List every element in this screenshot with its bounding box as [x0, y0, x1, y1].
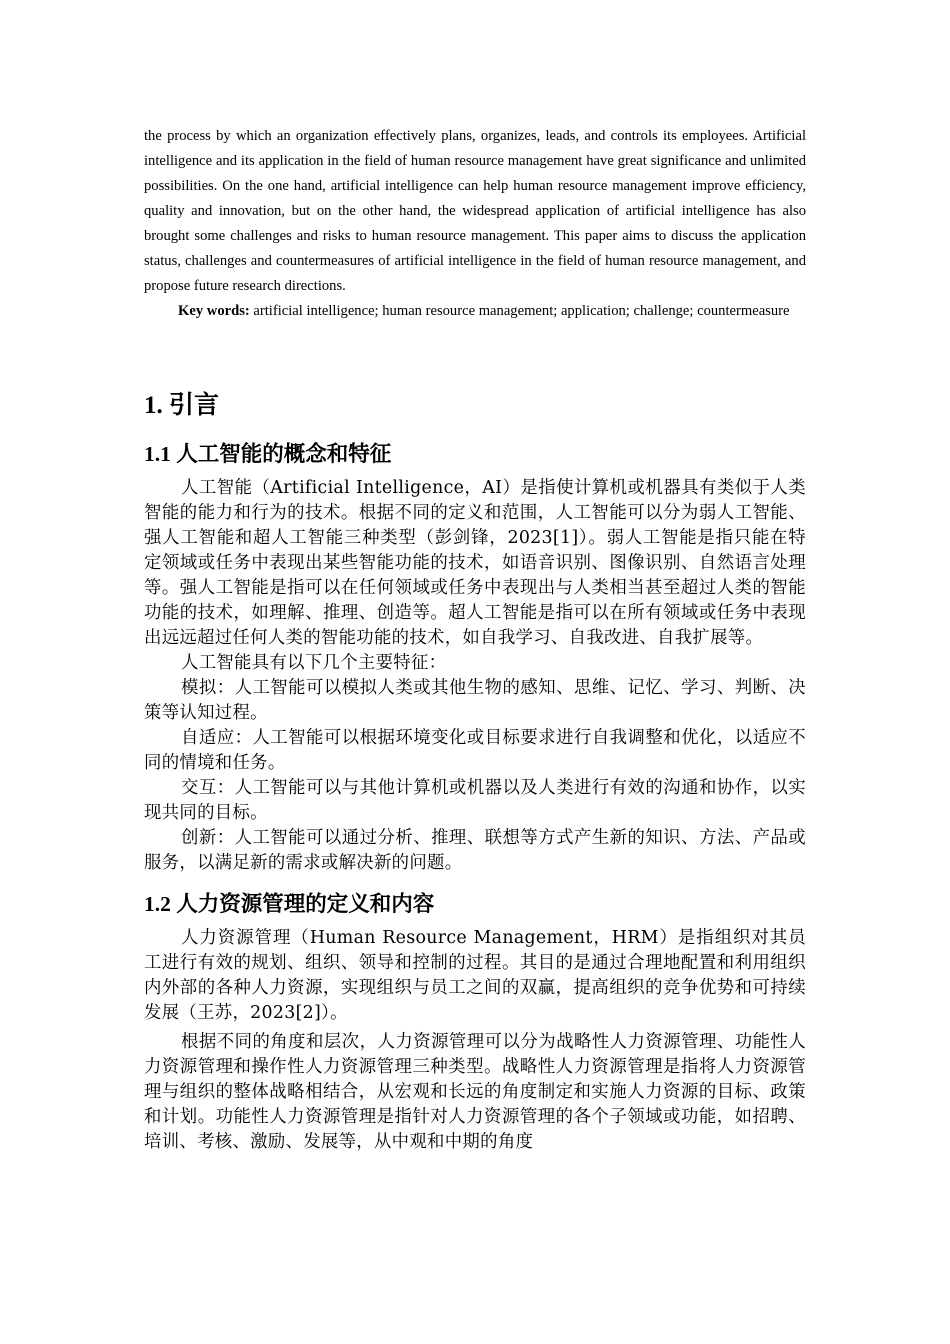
keywords-paragraph: [144, 299, 806, 324]
section-1-1-paragraph: 模拟：人工智能可以模拟人类或其他生物的感知、思维、记忆、学习、判断、决策等认知过程。: [144, 678, 806, 723]
section-1-2-paragraph: 根据不同的角度和层次，人力资源管理可以分为战略性人力资源管理、功能性人力资源管理和操作性人力资源管理三种类型。战略性人力资源管理是指将人力资源管理与组织的整体战略相结合，从宏观和长远的角度制定和实施人力资源的目标、政策和计划。功能性人力资源管理是指针对人力资源管理的各个子领域或功能，如招聘、培训、考核、激励、发展等，从中观和中期的角度: [144, 1032, 806, 1152]
section-1-2-paragraph: 人力资源管理（Human Resource Management，HRM）是指组织对其员工进行有效的规划、组织、领导和控制的过程。其目的是通过合理地配置和利用组织内外部的各种人力资源，实现组织与员工之间的双赢，提高组织的竞争优势和可持续发展（王苏，2023[2]）。: [144, 928, 806, 1023]
section-1-1-paragraph: 自适应：人工智能可以根据环境变化或目标要求进行自我调整和优化，以适应不同的情境和任务。: [144, 728, 806, 773]
section-1-1-paragraph: 创新：人工智能可以通过分析、推理、联想等方式产生新的知识、方法、产品或服务，以满足新的需求或解决新的问题。: [144, 828, 806, 873]
english-abstract-paragraph: the process by which an organization effectively plans, organizes, leads, and controls its employees. Artificial intelligence and its application in the field of human resource management have great significance and unlimited possibilities. On the one hand, artificial intelligence can help human resource management improve efficiency, quality and innovation, but on the other hand, the widespread application of artificial intelligence has also brought some challenges and risks to human resource management. This paper aims to discuss the application status, challenges and countermeasures of artificial intelligence in the field of human resource management, and propose future research directions.: [144, 128, 806, 294]
document-page: [144, 124, 806, 1155]
section-1-2-heading: 1.2 人力资源管理的定义和内容: [144, 892, 435, 916]
section-1-1-paragraph: 人工智能（Artificial Intelligence，AI）是指使计算机或机器具有类似于人类智能的能力和行为的技术。根据不同的定义和范围，人工智能可以分为弱人工智能、强人工智能和超人工智能三种类型（彭剑锋，2023[1]）。弱人工智能是指只能在特定领域或任务中表现出某些智能功能的技术，如语音识别、图像识别、自然语言处理等。强人工智能是指可以在任何领域或任务中表现出与人类相当甚至超过人类的智能功能的技术，如理解、推理、创造等。超人工智能是指可以在所有领域或任务中表现出远远超过任何人类的智能功能的技术，如自我学习、自我改进、自我扩展等。: [144, 478, 806, 648]
keywords-text: artificial intelligence; human resource management; application; challenge; countermeasure: [249, 303, 790, 319]
section-1-1-heading: 1.1 人工智能的概念和特征: [144, 442, 392, 466]
section-1-heading: 1. 引言: [144, 392, 220, 419]
section-1-1-paragraph: 人工智能具有以下几个主要特征：: [181, 653, 447, 673]
section-1-1-paragraph: 交互：人工智能可以与其他计算机或机器以及人类进行有效的沟通和协作，以实现共同的目标。: [144, 778, 806, 823]
keywords-label: Key words:: [178, 303, 250, 319]
